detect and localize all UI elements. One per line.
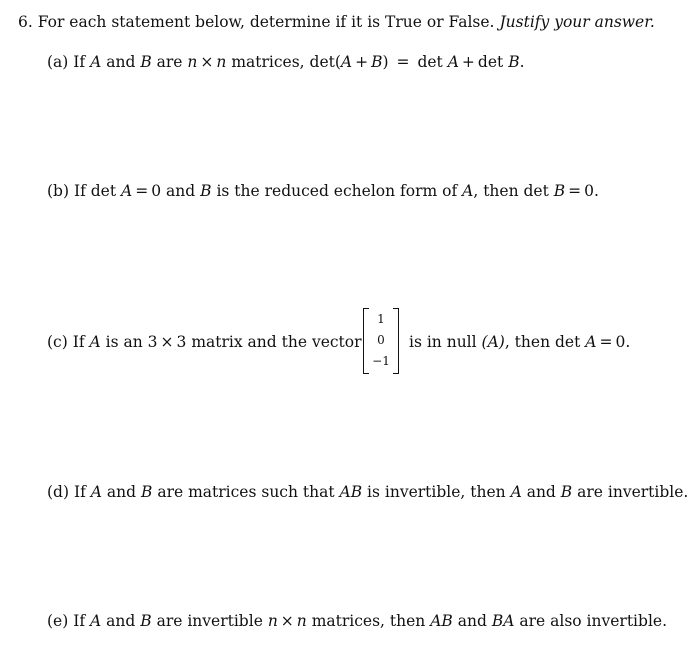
math-num: 0: [584, 182, 595, 200]
item-b-text: is the reduced echelon form of: [216, 182, 458, 200]
math-var: A: [90, 612, 102, 630]
math-var: B: [508, 53, 520, 71]
item-d-text: are invertible.: [577, 483, 689, 501]
math-var: A: [340, 53, 353, 71]
item-c-text: is an: [105, 333, 143, 351]
item-e-text: and: [457, 612, 487, 630]
item-d-text: and: [526, 483, 556, 501]
math-var: A: [462, 182, 474, 200]
vector-entry-3: −1: [372, 354, 390, 368]
math-var: B: [141, 483, 153, 501]
column-vector: [361, 308, 401, 374]
vector-entry-2: 0: [377, 333, 385, 347]
math-var: n: [267, 612, 278, 630]
math-fn: ): [382, 53, 389, 71]
item-d-label: (d): [47, 483, 70, 501]
problem-statement: [18, 12, 655, 32]
math-var: B: [200, 182, 212, 200]
item-c-label: (c): [47, 333, 68, 351]
math-op: =: [396, 53, 410, 71]
math-op: ×: [280, 612, 294, 630]
math-op: +: [355, 53, 369, 71]
math-var: (A): [481, 333, 505, 351]
math-num: 3: [176, 333, 187, 351]
math-num: 3: [147, 333, 158, 351]
item-b-text: If det: [73, 182, 117, 200]
vector-entry-1: 1: [377, 312, 385, 326]
item-e-text: are invertible: [156, 612, 263, 630]
math-var: n: [187, 53, 198, 71]
item-c-left: [47, 332, 362, 352]
item-a-text: matrices,: [231, 53, 305, 71]
math-fn: det(: [309, 53, 341, 71]
item-d-text: and: [106, 483, 137, 501]
math-op: =: [599, 333, 613, 351]
math-op: =: [568, 182, 582, 200]
problem-instruction: Justify your answer.: [499, 13, 655, 31]
math-var: A: [89, 333, 101, 351]
item-a-text: are: [156, 53, 183, 71]
item-e: [47, 611, 667, 631]
math-var: A: [447, 53, 459, 71]
math-var: AB: [339, 483, 363, 501]
item-c-text: If: [72, 333, 85, 351]
math-var: B: [140, 612, 152, 630]
item-d: [47, 482, 688, 502]
math-fn: det: [417, 53, 443, 71]
item-e-text: are also invertible.: [519, 612, 667, 630]
problem-intro: For each statement below, determine if it is True or False.: [37, 13, 495, 31]
item-c-text: matrix and the vector: [191, 333, 362, 351]
math-op: +: [461, 53, 475, 71]
math-num: 0: [615, 333, 626, 351]
item-c-text: is in null: [409, 333, 477, 351]
math-var: A: [121, 182, 133, 200]
math-var: A: [510, 483, 522, 501]
math-var: A: [585, 333, 597, 351]
math-var: BA: [491, 612, 515, 630]
item-e-text: If: [73, 612, 86, 630]
punct: .: [594, 182, 599, 200]
item-c-right: [409, 332, 630, 352]
item-b-text: and: [166, 182, 196, 200]
math-num: 0: [151, 182, 162, 200]
item-a-label: (a): [47, 53, 69, 71]
math-var: B: [560, 483, 573, 501]
item-b: [47, 181, 599, 201]
item-c-text: , then det: [504, 333, 581, 351]
item-d-text: If: [73, 483, 86, 501]
item-b-label: (b): [47, 182, 70, 200]
math-var: B: [553, 182, 566, 200]
punct: .: [519, 53, 525, 71]
punct: .: [625, 333, 631, 351]
item-d-text: are matrices such that: [157, 483, 335, 501]
problem-number: 6.: [18, 13, 33, 31]
item-e-text: and: [106, 612, 136, 630]
item-e-text: matrices, then: [311, 612, 426, 630]
item-a-text: If: [73, 53, 86, 71]
item-b-text: , then det: [473, 182, 549, 200]
item-a: [47, 52, 525, 72]
math-var: B: [371, 53, 383, 71]
math-var: n: [216, 53, 227, 71]
item-a-text: and: [106, 53, 136, 71]
math-fn: det: [477, 53, 504, 71]
math-op: ×: [200, 53, 214, 71]
math-op: =: [135, 182, 149, 200]
math-var: A: [90, 53, 102, 71]
item-d-text: is invertible, then: [367, 483, 506, 501]
math-var: B: [140, 53, 152, 71]
math-var: A: [90, 483, 102, 501]
item-e-label: (e): [47, 612, 69, 630]
math-var: AB: [430, 612, 453, 630]
math-var: n: [296, 612, 307, 630]
math-op: ×: [160, 333, 174, 351]
